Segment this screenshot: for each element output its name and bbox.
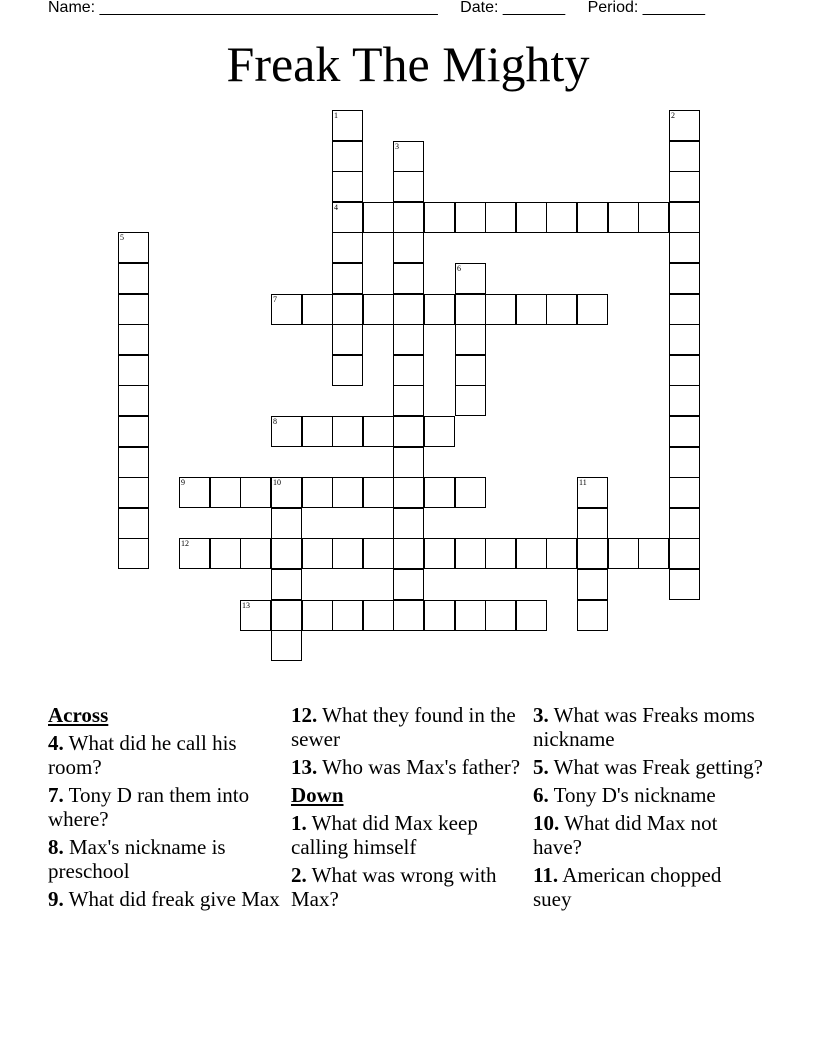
grid-cell[interactable] [577, 202, 608, 233]
grid-cell[interactable] [577, 569, 608, 600]
grid-cell[interactable] [546, 294, 577, 325]
grid-cell[interactable] [455, 263, 486, 294]
grid-cell[interactable] [455, 385, 486, 416]
grid-cell[interactable] [271, 630, 302, 661]
grid-cell[interactable] [424, 294, 455, 325]
grid-cell[interactable] [577, 508, 608, 539]
clue-number: 13 [242, 601, 250, 610]
clue-number: 1 [334, 111, 338, 120]
grid-cell[interactable] [271, 538, 302, 569]
grid-cell[interactable] [485, 538, 516, 569]
across-clue-12: 12. What they found in the sewer [291, 703, 516, 751]
grid-cell[interactable] [332, 477, 363, 508]
grid-cell[interactable] [332, 171, 363, 202]
grid-cell[interactable] [546, 538, 577, 569]
grid-cell[interactable] [424, 538, 455, 569]
grid-cell[interactable] [393, 538, 424, 569]
grid-cell[interactable] [669, 232, 700, 263]
grid-cell[interactable] [608, 202, 639, 233]
grid-cell[interactable] [271, 416, 302, 447]
grid-cell[interactable] [210, 477, 241, 508]
grid-cell[interactable] [455, 355, 486, 386]
grid-cell[interactable] [332, 294, 363, 325]
down-heading: Down [291, 783, 344, 807]
grid-cell[interactable] [271, 508, 302, 539]
grid-cell[interactable] [332, 416, 363, 447]
page-title: Freak The Mighty [226, 36, 590, 92]
grid-cell[interactable] [485, 202, 516, 233]
clue-column-2 [291, 703, 523, 915]
grid-cell[interactable] [240, 600, 271, 631]
grid-cell[interactable] [577, 294, 608, 325]
grid-cell[interactable] [302, 538, 333, 569]
grid-cell[interactable] [271, 569, 302, 600]
grid-cell[interactable] [669, 477, 700, 508]
grid-cell[interactable] [516, 600, 547, 631]
grid-cell[interactable] [516, 202, 547, 233]
grid-cell[interactable] [363, 600, 394, 631]
grid-cell[interactable] [638, 202, 669, 233]
clue-number: 9 [181, 478, 185, 487]
grid-cell[interactable] [118, 416, 149, 447]
across-clue-13: 13. Who was Max's father? [291, 755, 521, 779]
grid-cell[interactable] [118, 538, 149, 569]
grid-cell[interactable] [179, 477, 210, 508]
grid-cell[interactable] [118, 263, 149, 294]
across-clue-8: 8. Max's nickname is preschool [48, 835, 226, 883]
grid-cell[interactable] [455, 600, 486, 631]
across-clue-7: 7. Tony D ran them into where? [48, 783, 250, 831]
down-clue-1: 1. What did Max keep calling himself [291, 811, 478, 859]
grid-cell[interactable] [669, 569, 700, 600]
clue-number: 12 [181, 539, 189, 548]
grid-cell[interactable] [669, 202, 700, 233]
grid-cell[interactable] [118, 294, 149, 325]
grid-cell[interactable] [332, 141, 363, 172]
across-clue-4: 4. What did he call his room? [48, 731, 237, 779]
grid-cell[interactable] [577, 538, 608, 569]
grid-cell[interactable] [363, 416, 394, 447]
grid-cell[interactable] [393, 355, 424, 386]
grid-cell[interactable] [455, 294, 486, 325]
grid-cell[interactable] [393, 385, 424, 416]
clue-number: 8 [273, 417, 277, 426]
grid-cell[interactable] [577, 477, 608, 508]
across-clue-9: 9. What did freak give Max [48, 887, 280, 911]
grid-cell[interactable] [638, 538, 669, 569]
grid-cell[interactable] [210, 538, 241, 569]
grid-cell[interactable] [393, 477, 424, 508]
grid-cell[interactable] [118, 508, 149, 539]
grid-cell[interactable] [302, 477, 333, 508]
grid-cell[interactable] [118, 477, 149, 508]
down-clue-11: 11. American chopped suey [533, 863, 722, 911]
clue-number: 7 [273, 295, 277, 304]
grid-cell[interactable] [516, 538, 547, 569]
name-field[interactable]: Name: ______________________________________ [48, 0, 438, 16]
grid-cell[interactable] [393, 171, 424, 202]
grid-cell[interactable] [485, 600, 516, 631]
across-heading: Across [48, 703, 109, 727]
grid-cell[interactable] [669, 141, 700, 172]
grid-cell[interactable] [455, 538, 486, 569]
grid-cell[interactable] [332, 324, 363, 355]
grid-cell[interactable] [608, 538, 639, 569]
grid-cell[interactable] [332, 263, 363, 294]
clue-number: 4 [334, 203, 338, 212]
grid-cell[interactable] [669, 110, 700, 141]
grid-cell[interactable] [669, 324, 700, 355]
grid-cell[interactable] [332, 600, 363, 631]
grid-cell[interactable] [455, 202, 486, 233]
grid-cell[interactable] [363, 477, 394, 508]
grid-cell[interactable] [393, 600, 424, 631]
grid-cell[interactable] [577, 600, 608, 631]
grid-cell[interactable] [302, 600, 333, 631]
grid-cell[interactable] [669, 508, 700, 539]
grid-cell[interactable] [669, 294, 700, 325]
grid-cell[interactable] [271, 600, 302, 631]
grid-cell[interactable] [485, 294, 516, 325]
grid-cell[interactable] [393, 416, 424, 447]
grid-cell[interactable] [302, 416, 333, 447]
grid-cell[interactable] [363, 538, 394, 569]
grid-cell[interactable] [669, 355, 700, 386]
grid-cell[interactable] [118, 447, 149, 478]
grid-cell[interactable] [393, 263, 424, 294]
clue-number: 3 [395, 142, 399, 151]
grid-cell[interactable] [669, 263, 700, 294]
down-clue-6: 6. Tony D's nickname [533, 783, 716, 807]
grid-cell[interactable] [669, 538, 700, 569]
grid-cell[interactable] [240, 477, 271, 508]
grid-cell[interactable] [393, 141, 424, 172]
grid-cell[interactable] [546, 202, 577, 233]
grid-cell[interactable] [332, 202, 363, 233]
grid-cell[interactable] [455, 477, 486, 508]
down-clue-3: 3. What was Freaks moms nickname [533, 703, 755, 751]
grid-cell[interactable] [363, 202, 394, 233]
period-field[interactable]: Period: _______ [587, 0, 706, 16]
grid-cell[interactable] [118, 232, 149, 263]
grid-cell[interactable] [393, 447, 424, 478]
grid-cell[interactable] [669, 447, 700, 478]
grid-cell[interactable] [302, 294, 333, 325]
down-clue-5: 5. What was Freak getting? [533, 755, 763, 779]
grid-cell[interactable] [516, 294, 547, 325]
clue-number: 5 [120, 233, 124, 242]
grid-cell[interactable] [393, 232, 424, 263]
grid-cell[interactable] [271, 477, 302, 508]
grid-cell[interactable] [118, 385, 149, 416]
grid-cell[interactable] [118, 324, 149, 355]
down-clue-10: 10. What did Max not have? [533, 811, 718, 859]
grid-cell[interactable] [240, 538, 271, 569]
down-clue-2: 2. What was wrong with Max? [291, 863, 497, 911]
grid-cell[interactable] [669, 171, 700, 202]
grid-cell[interactable] [424, 202, 455, 233]
grid-cell[interactable] [455, 324, 486, 355]
grid-cell[interactable] [393, 294, 424, 325]
grid-cell[interactable] [669, 416, 700, 447]
grid-cell[interactable] [179, 538, 210, 569]
grid-cell[interactable] [332, 538, 363, 569]
clue-number: 10 [273, 478, 281, 487]
grid-cell[interactable] [424, 416, 455, 447]
grid-cell[interactable] [118, 355, 149, 386]
clue-column-1 [48, 703, 280, 915]
clue-number: 6 [457, 264, 461, 273]
grid-cell[interactable] [424, 600, 455, 631]
grid-cell[interactable] [393, 202, 424, 233]
date-field[interactable]: Date: _______ [460, 0, 566, 16]
grid-cell[interactable] [271, 294, 302, 325]
grid-cell[interactable] [332, 110, 363, 141]
grid-cell[interactable] [363, 294, 394, 325]
clue-number: 11 [579, 478, 587, 487]
grid-cell[interactable] [393, 569, 424, 600]
grid-cell[interactable] [332, 355, 363, 386]
clue-column-3 [533, 703, 765, 915]
grid-cell[interactable] [393, 508, 424, 539]
clue-number: 2 [671, 111, 675, 120]
grid-cell[interactable] [424, 477, 455, 508]
grid-cell[interactable] [332, 232, 363, 263]
grid-cell[interactable] [393, 324, 424, 355]
grid-cell[interactable] [669, 385, 700, 416]
